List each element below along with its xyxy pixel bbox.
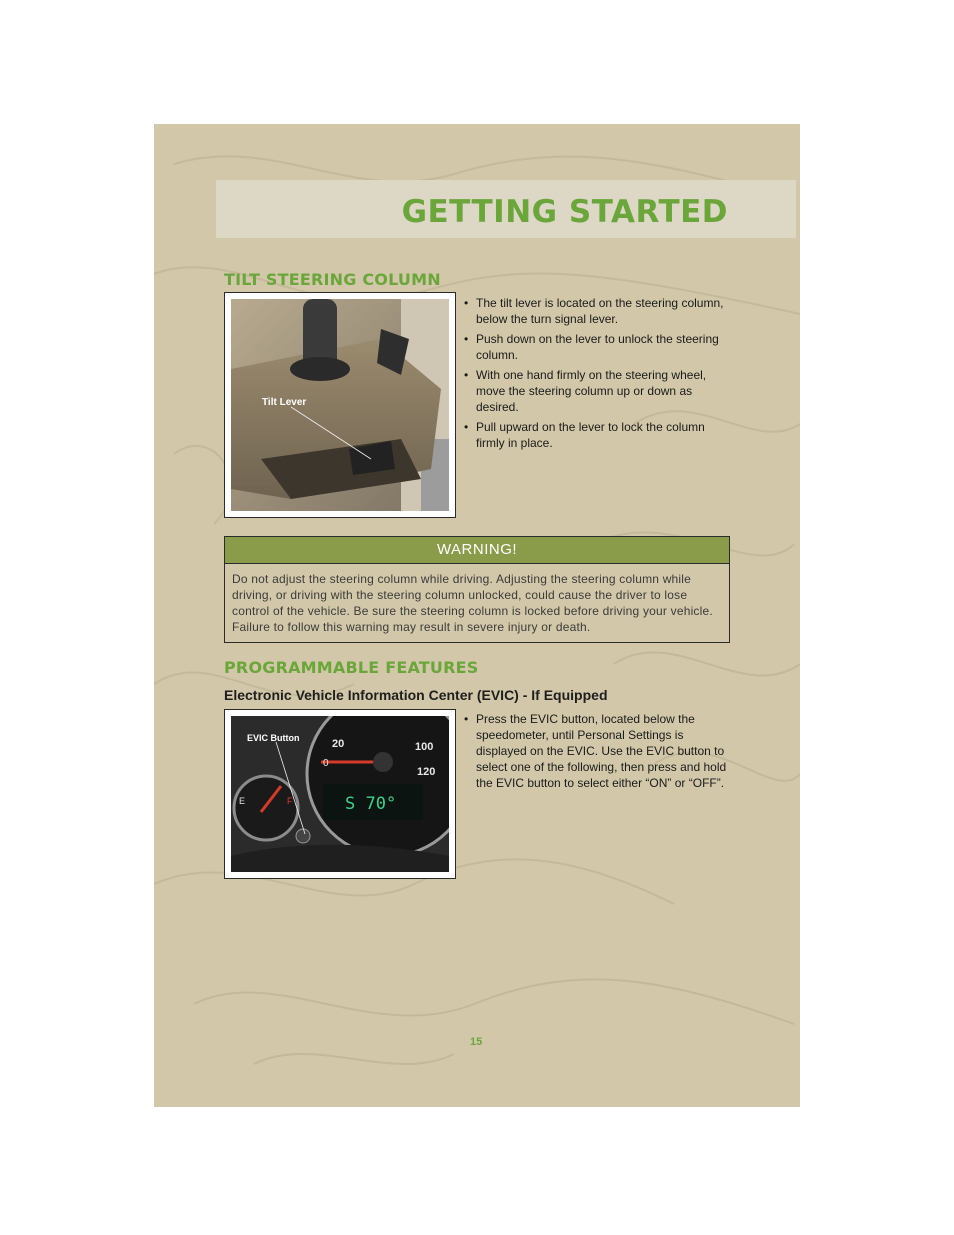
evic-subheading: Electronic Vehicle Information Center (EVIC) - If Equipped xyxy=(224,687,608,703)
programmable-features-heading: PROGRAMMABLE FEATURES xyxy=(224,658,479,677)
list-item: • The tilt lever is located on the steering column, below the turn signal lever. xyxy=(462,295,732,327)
list-item: • Pull upward on the lever to lock the column firmly in place. xyxy=(462,419,732,451)
tilt-lever-label: Tilt Lever xyxy=(262,397,307,408)
warning-text: Do not adjust the steering column while driving. Adjusting the steering column while driving, or driving with the steering column unlocked, could cause the driver to lose control of the vehicle. Be sure the steering column is locked before driving your vehicle. Failure to follow this warning may result in severe injury or death. xyxy=(232,572,713,634)
gauge-number: 20 xyxy=(332,738,345,750)
steering-column-illustration xyxy=(231,299,449,511)
evic-display-text: S 70° xyxy=(345,794,397,814)
page-title: GETTING STARTED xyxy=(401,194,728,230)
warning-title: WARNING! xyxy=(225,537,729,564)
fuel-full-mark: F xyxy=(287,796,293,806)
tilt-steering-heading: TILT STEERING COLUMN xyxy=(224,270,441,289)
instrument-cluster-illustration xyxy=(231,716,449,872)
evic-button-label: EVIC Button xyxy=(247,733,300,743)
gauge-number: 0 xyxy=(323,758,329,769)
tilt-instructions xyxy=(462,295,732,455)
list-item: • Press the EVIC button, located below the speedometer, until Personal Settings is displayed on the EVIC. Use the EVIC button to select one of the following, then press and hold the EVIC button to select either “ON” or “OFF”. xyxy=(462,711,732,791)
page-number: 15 xyxy=(470,1036,483,1048)
fuel-empty-mark: E xyxy=(239,796,246,806)
warning-box xyxy=(224,536,730,643)
list-item: • Push down on the lever to unlock the steering column. xyxy=(462,331,732,363)
gauge-number: 100 xyxy=(415,741,434,753)
evic-photo xyxy=(224,709,456,879)
gauge-number: 120 xyxy=(417,766,436,778)
list-item: • With one hand firmly on the steering wheel, move the steering column up or down as desired. xyxy=(462,367,732,415)
evic-instructions xyxy=(462,711,732,795)
manual-page xyxy=(154,124,800,1107)
tilt-lever-photo xyxy=(224,292,456,518)
